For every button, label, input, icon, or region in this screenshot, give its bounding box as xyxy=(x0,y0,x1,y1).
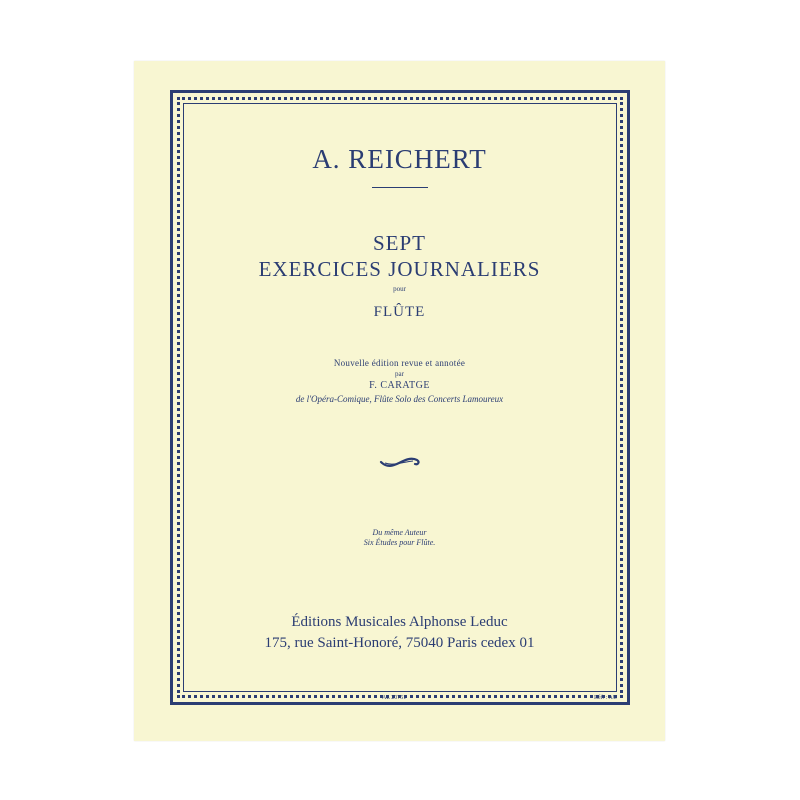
par-text: par xyxy=(395,370,404,378)
catalog-number: AL 20751 xyxy=(382,695,407,701)
composer-name: A. REICHERT xyxy=(312,144,487,174)
instrument-name: FLÛTE xyxy=(373,304,426,320)
title-line-2: EXERCICES JOURNALIERS xyxy=(258,257,541,281)
same-author-label: Du même Auteur xyxy=(372,528,427,537)
publisher-name: Éditions Musicales Alphonse Leduc xyxy=(291,614,508,630)
same-author-work: Six Études pour Flûte. xyxy=(363,538,436,547)
publisher-address: 175, rue Saint-Honoré, 75040 Paris cedex 01 xyxy=(264,635,535,651)
editor-name: F. CARATGE xyxy=(369,380,430,391)
pour-text: pour xyxy=(393,285,406,293)
score-cover xyxy=(134,61,665,741)
title-divider xyxy=(372,187,428,188)
title-line-1: SEPT xyxy=(372,231,426,255)
edition-note: Nouvelle édition revue et annotée xyxy=(333,358,466,368)
ornament-flourish-icon xyxy=(379,454,421,470)
editor-role: de l'Opéra-Comique, Flûte Solo des Concerts Lamoureux xyxy=(295,394,504,404)
reference-code: Réf. : AU xyxy=(594,695,618,701)
